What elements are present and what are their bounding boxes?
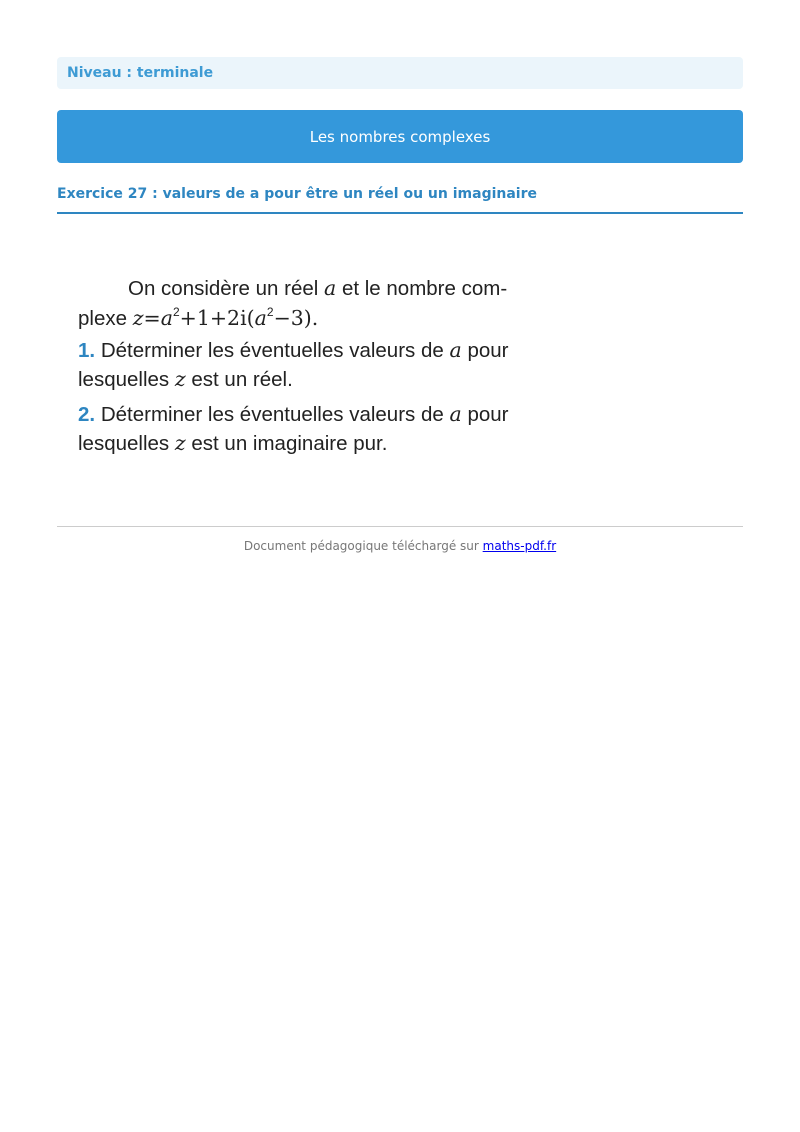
question-2-line-2: [78, 429, 387, 458]
variable-a: a: [254, 306, 267, 330]
question-1-text-2: lesquelles: [78, 368, 170, 391]
formula-middle: +1+2i(: [179, 306, 255, 330]
question-2-line-1: [78, 400, 508, 429]
question-1-number: 1.: [78, 339, 96, 362]
exercise-title: Exercice 27 : valeurs de a pour être un réel ou un imaginaire: [57, 186, 743, 214]
intro-text-2: et le nombre com-: [341, 277, 508, 300]
formula-end: −3).: [273, 306, 319, 330]
exponent: 2: [266, 305, 274, 319]
variable-a: a: [449, 402, 462, 426]
chapter-title: Les nombres complexes: [309, 127, 491, 146]
variable-z: z: [132, 306, 144, 330]
level-label: Niveau : terminale: [67, 65, 214, 81]
question-1-line-2: [78, 365, 293, 394]
question-1-text-3: est un réel.: [191, 368, 293, 391]
chapter-title-bar: [57, 110, 743, 163]
question-2-text-3: est un imaginaire pur.: [191, 432, 388, 455]
variable-z: z: [174, 431, 186, 455]
variable-a: a: [324, 276, 337, 300]
question-2-text-end: pour: [467, 403, 509, 426]
footer-link[interactable]: maths-pdf.fr: [482, 539, 557, 553]
question-2-number: 2.: [78, 403, 96, 426]
question-2-text: Déterminer les éventuelles valeurs de: [100, 403, 444, 426]
question-2-text-2: lesquelles: [78, 432, 170, 455]
footer: [57, 539, 743, 553]
intro-text-1: On considère un réel: [128, 277, 319, 300]
variable-a: a: [449, 338, 462, 362]
question-1-line-1: [78, 336, 508, 365]
intro-line-2: [78, 304, 318, 333]
level-banner: [57, 57, 743, 89]
exercise-statement: [70, 268, 530, 458]
footer-divider: [57, 526, 743, 527]
intro-line-1: [128, 274, 507, 303]
variable-z: z: [174, 367, 186, 391]
footer-text: Document pédagogique téléchargé sur: [243, 539, 479, 553]
intro-text-3: plexe: [78, 307, 128, 330]
equals-sign: =: [143, 306, 161, 330]
question-1-text: Déterminer les éventuelles valeurs de: [100, 339, 444, 362]
variable-a: a: [160, 306, 173, 330]
exponent: 2: [172, 305, 180, 319]
question-1-text-end: pour: [467, 339, 509, 362]
